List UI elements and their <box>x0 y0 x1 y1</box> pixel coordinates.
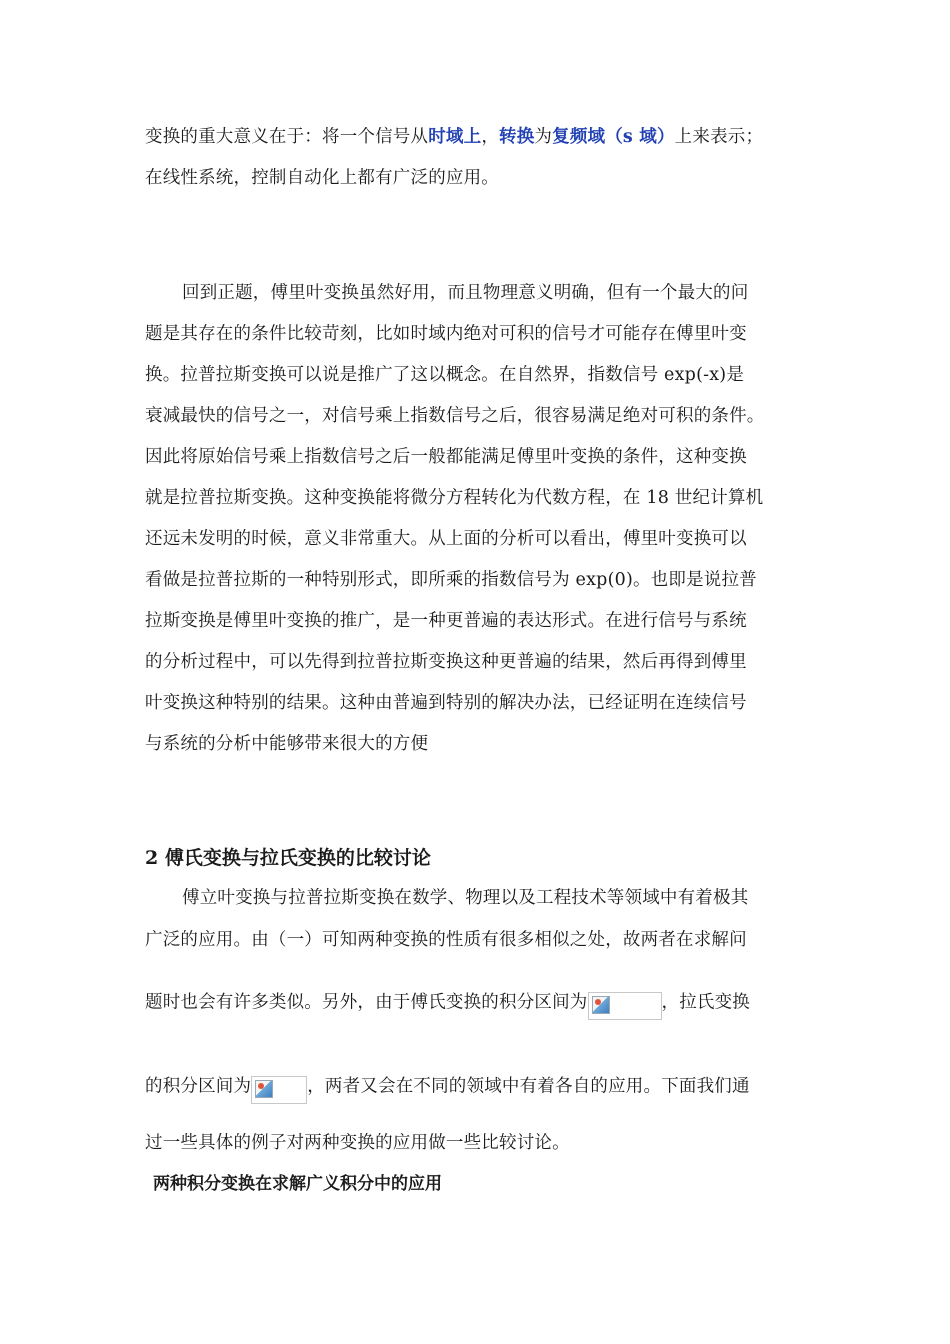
section-line <box>145 1070 750 1104</box>
section-text: 题时也会有许多类似。另外，由于傅氏变换的积分区间为 <box>145 992 588 1013</box>
intro-text: 变换的重大意义在于：将一个信号从 <box>145 127 429 147</box>
paragraph-line: 看做是拉普拉斯的一种特别形式，即所乘的指数信号为 exp(0)。也即是说拉普 <box>145 570 757 590</box>
link-time-domain[interactable]: 时域上 <box>428 127 482 147</box>
section-text: ，两者又会在不同的领域中有着各自的应用。下面我们通 <box>307 1076 750 1097</box>
link-transform[interactable]: 转换 <box>499 127 535 147</box>
broken-image-icon <box>588 992 662 1020</box>
section-heading: 2 傅氏变换与拉氏变换的比较讨论 <box>145 847 431 869</box>
section-text: 的积分区间为 <box>145 1076 252 1097</box>
paragraph-line: 还远未发明的时候，意义非常重大。从上面的分析可以看出，傅里叶变换可以 <box>145 529 747 549</box>
paragraph-line: 与系统的分析中能够带来很大的方便 <box>145 734 429 754</box>
section-line <box>145 986 750 1020</box>
intro-text: 上来表示； <box>674 127 764 147</box>
section-line: 广泛的应用。由（一）可知两种变换的性质有很多相似之处，故两者在求解问 <box>145 930 747 950</box>
paragraph-line: 的分析过程中，可以先得到拉普拉斯变换这种更普遍的结果，然后再得到傅里 <box>145 652 747 672</box>
intro-text: 为 <box>534 127 553 147</box>
paragraph-line: 衰减最快的信号之一，对信号乘上指数信号之后，很容易满足绝对可积的条件。 <box>145 406 765 426</box>
paragraph-line: 因此将原始信号乘上指数信号之后一般都能满足傅里叶变换的条件，这种变换 <box>145 447 747 467</box>
broken-image-icon <box>251 1076 307 1104</box>
intro-line-1 <box>145 125 763 149</box>
paragraph-line: 换。拉普拉斯变换可以说是推广了这以概念。在自然界，指数信号 exp(-x)是 <box>145 365 745 385</box>
paragraph-line: 叶变换这种特别的结果。这种由普遍到特别的解决办法，已经证明在连续信号 <box>145 693 747 713</box>
paragraph-line: 拉斯变换是傅里叶变换的推广，是一种更普遍的表达形式。在进行信号与系统 <box>145 611 747 631</box>
intro-text: ， <box>481 127 500 147</box>
paragraph-line: 题是其存在的条件比较苛刻，比如时域内绝对可积的信号才可能存在傅里叶变 <box>145 324 747 344</box>
section-line: 傅立叶变换与拉普拉斯变换在数学、物理以及工程技术等领域中有着极其 <box>182 888 749 908</box>
intro-line-2: 在线性系统，控制自动化上都有广泛的应用。 <box>145 168 499 188</box>
paragraph-line: 就是拉普拉斯变换。这种变换能将微分方程转化为代数方程，在 18 世纪计算机 <box>145 488 764 508</box>
subsection-heading: 两种积分变换在求解广义积分中的应用 <box>153 1174 442 1194</box>
section-text: ，拉氏变换 <box>661 992 750 1013</box>
paragraph-line: 回到正题，傅里叶变换虽然好用，而且物理意义明确，但有一个最大的问 <box>182 283 749 303</box>
link-complex-frequency-domain[interactable]: 复频域（s 域） <box>552 127 675 147</box>
section-line: 过一些具体的例子对两种变换的应用做一些比较讨论。 <box>145 1133 570 1153</box>
